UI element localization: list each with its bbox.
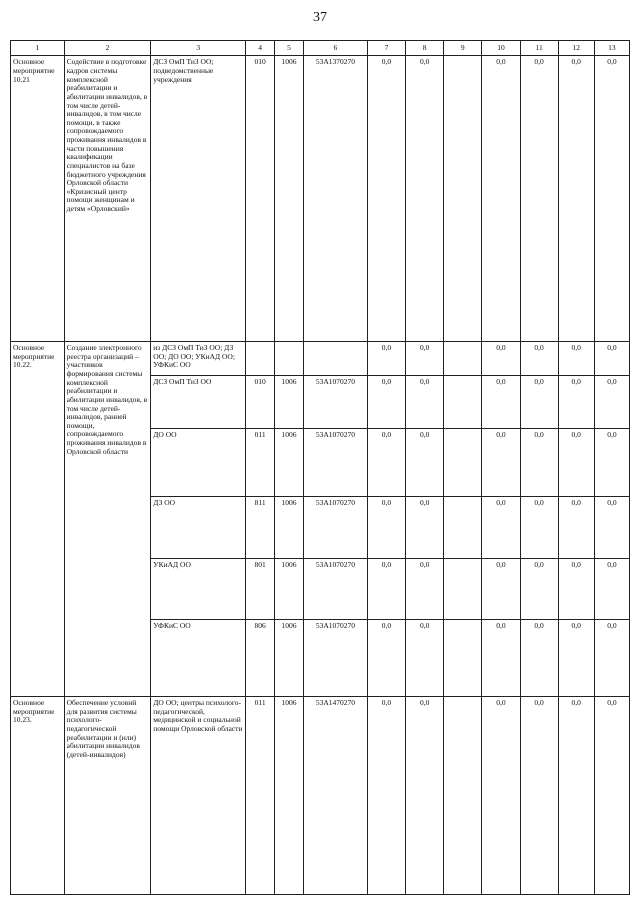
value-cell: 0,0 — [482, 376, 520, 429]
value-cell — [444, 428, 482, 496]
grbs-cell: 010 — [246, 376, 275, 429]
value-cell — [444, 558, 482, 620]
value-cell: 0,0 — [482, 428, 520, 496]
value-cell: 0,0 — [558, 697, 594, 895]
value-cell: 0,0 — [367, 56, 405, 342]
column-number: 9 — [444, 41, 482, 56]
csr-cell: 53А1070270 — [303, 558, 367, 620]
csr-cell: 53А1070270 — [303, 428, 367, 496]
grbs-cell: 011 — [246, 428, 275, 496]
rzpr-cell: 1006 — [275, 558, 304, 620]
executor-cell: ДСЗ ОмП ТиЗ ОО — [151, 376, 246, 429]
value-cell — [444, 376, 482, 429]
value-cell: 0,0 — [406, 428, 444, 496]
csr-cell: 53А1370270 — [303, 56, 367, 342]
value-cell: 0,0 — [367, 342, 405, 376]
csr-cell: 53А1470270 — [303, 697, 367, 895]
value-cell: 0,0 — [520, 558, 558, 620]
value-cell: 0,0 — [558, 558, 594, 620]
column-number: 4 — [246, 41, 275, 56]
column-number: 12 — [558, 41, 594, 56]
rzpr-cell: 1006 — [275, 697, 304, 895]
executor-cell: ДЗ ОО — [151, 497, 246, 559]
value-cell: 0,0 — [367, 620, 405, 697]
name-cell: Создание электронного реестра организаций – участников формирования системы комплексной реабилитации и абилитации инвалидов, в том числе детей-инвалидов, ранней помощи, сопровождаемого проживания инвалидов в Орловской области — [64, 342, 151, 697]
value-cell: 0,0 — [482, 56, 520, 342]
executor-cell: УФКиС ОО — [151, 620, 246, 697]
value-cell: 0,0 — [482, 497, 520, 559]
event-cell: Основное мероприятие 10.22. — [11, 342, 65, 697]
column-number: 3 — [151, 41, 246, 56]
value-cell: 0,0 — [367, 428, 405, 496]
value-cell: 0,0 — [594, 558, 629, 620]
name-cell: Содействие в подготовке кадров системы комплексной реабилитации и абилитации инвалидов, в том числе детей-инвалидов, в том числе помощи, в также сопровождаемого проживания инвалидов в части повышения квалификации специалистов на базе бюджетного учреждения Орловской области «Кризисный центр помощи женщинам и детям «Орловский» — [64, 56, 151, 342]
column-number: 10 — [482, 41, 520, 56]
rzpr-cell: 1006 — [275, 56, 304, 342]
value-cell: 0,0 — [558, 56, 594, 342]
column-number: 8 — [406, 41, 444, 56]
value-cell: 0,0 — [367, 376, 405, 429]
value-cell — [444, 497, 482, 559]
executor-cell: УКиАД ОО — [151, 558, 246, 620]
value-cell: 0,0 — [520, 376, 558, 429]
executor-cell: ДО ОО — [151, 428, 246, 496]
value-cell: 0,0 — [594, 697, 629, 895]
column-number-row — [11, 41, 630, 56]
event-cell: Основное мероприятие 10.21 — [11, 56, 65, 342]
executor-cell: ДО ОО; центры психолого-педагогической, медицинской и социальной помощи Орловской области — [151, 697, 246, 895]
rzpr-cell: 1006 — [275, 620, 304, 697]
value-cell: 0,0 — [594, 428, 629, 496]
grbs-cell: 010 — [246, 56, 275, 342]
value-cell: 0,0 — [406, 620, 444, 697]
grbs-cell: 811 — [246, 497, 275, 559]
page-number: 37 — [313, 10, 327, 25]
value-cell: 0,0 — [594, 376, 629, 429]
value-cell: 0,0 — [520, 620, 558, 697]
column-number: 7 — [367, 41, 405, 56]
grbs-cell: 801 — [246, 558, 275, 620]
value-cell: 0,0 — [594, 56, 629, 342]
value-cell: 0,0 — [482, 342, 520, 376]
column-number: 13 — [594, 41, 629, 56]
column-number: 11 — [520, 41, 558, 56]
csr-cell: 53А1070270 — [303, 497, 367, 559]
value-cell: 0,0 — [594, 497, 629, 559]
column-number: 1 — [11, 41, 65, 56]
rzpr-cell — [275, 342, 304, 376]
name-cell: Обеспечение условий для развития системы психолого-педагогической реабилитации и (или) абилитации инвалидов (детей-инвалидов) — [64, 697, 151, 895]
value-cell: 0,0 — [520, 56, 558, 342]
value-cell: 0,0 — [406, 376, 444, 429]
value-cell: 0,0 — [482, 697, 520, 895]
grbs-cell: 806 — [246, 620, 275, 697]
value-cell: 0,0 — [558, 376, 594, 429]
value-cell: 0,0 — [558, 428, 594, 496]
rzpr-cell: 1006 — [275, 376, 304, 429]
rzpr-cell: 1006 — [275, 497, 304, 559]
value-cell: 0,0 — [520, 342, 558, 376]
value-cell — [444, 697, 482, 895]
value-cell — [444, 56, 482, 342]
table-row-10-22 — [11, 342, 630, 376]
value-cell: 0,0 — [520, 428, 558, 496]
executor-cell: из ДСЗ ОмП ТиЗ ОО; ДЗ ОО; ДО ОО; УКиАД ОО; УФКиС ОО — [151, 342, 246, 376]
value-cell: 0,0 — [482, 558, 520, 620]
value-cell: 0,0 — [406, 497, 444, 559]
grbs-cell: 011 — [246, 697, 275, 895]
value-cell: 0,0 — [367, 558, 405, 620]
value-cell: 0,0 — [520, 497, 558, 559]
column-number: 5 — [275, 41, 304, 56]
value-cell — [444, 620, 482, 697]
measures-table — [10, 40, 630, 895]
value-cell: 0,0 — [594, 342, 629, 376]
rzpr-cell: 1006 — [275, 428, 304, 496]
value-cell: 0,0 — [367, 697, 405, 895]
table-row-10-21 — [11, 56, 630, 342]
value-cell: 0,0 — [367, 497, 405, 559]
executor-cell: ДСЗ ОмП ТиЗ ОО; подведомственные учреждения — [151, 56, 246, 342]
value-cell: 0,0 — [406, 56, 444, 342]
csr-cell: 53А1070270 — [303, 620, 367, 697]
value-cell: 0,0 — [520, 697, 558, 895]
value-cell: 0,0 — [482, 620, 520, 697]
csr-cell — [303, 342, 367, 376]
value-cell: 0,0 — [558, 497, 594, 559]
value-cell — [444, 342, 482, 376]
event-cell: Основное мероприятие 10.23. — [11, 697, 65, 895]
column-number: 6 — [303, 41, 367, 56]
value-cell: 0,0 — [406, 697, 444, 895]
value-cell: 0,0 — [594, 620, 629, 697]
column-number: 2 — [64, 41, 151, 56]
grbs-cell — [246, 342, 275, 376]
value-cell: 0,0 — [406, 558, 444, 620]
value-cell: 0,0 — [406, 342, 444, 376]
table-row-10-23 — [11, 697, 630, 895]
value-cell: 0,0 — [558, 620, 594, 697]
csr-cell: 53А1070270 — [303, 376, 367, 429]
value-cell: 0,0 — [558, 342, 594, 376]
